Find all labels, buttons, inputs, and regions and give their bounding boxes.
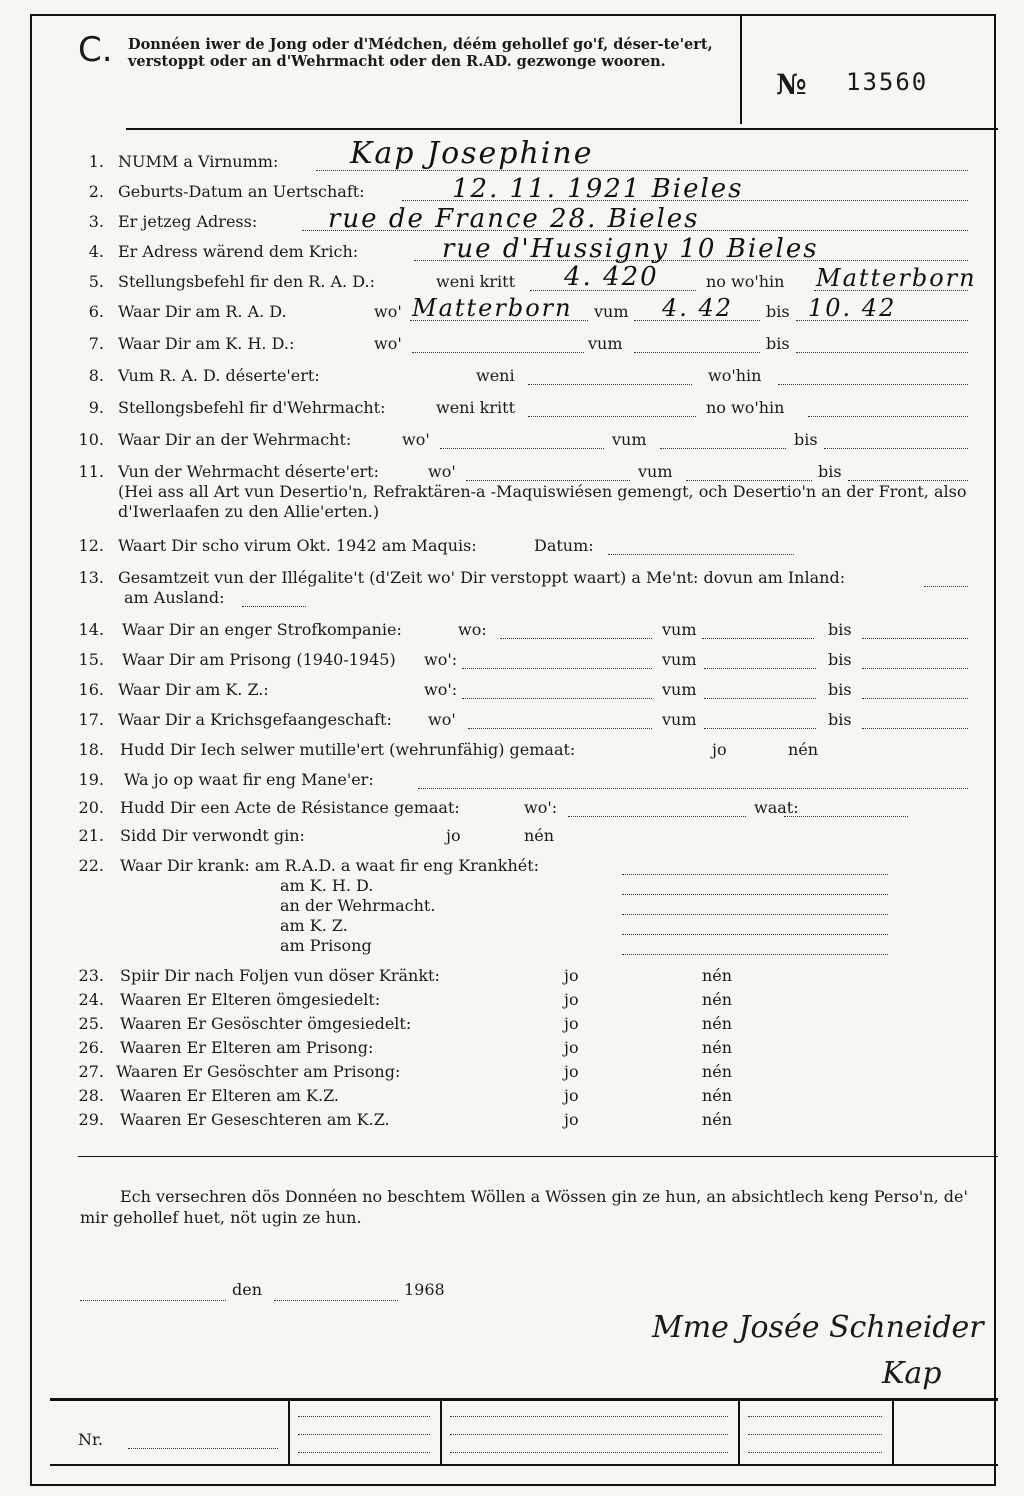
field-label-rad: Waar Dir am R. A. D. <box>118 302 287 321</box>
field-line-kz-place[interactable] <box>462 698 652 699</box>
field-label-siblings-prison: Waaren Er Gesöschter am Prisong: <box>116 1062 401 1081</box>
field-sublabel-from: vum <box>588 334 623 353</box>
footer-divider <box>892 1398 894 1466</box>
field-number: 23. <box>78 966 104 985</box>
field-label-birth: Geburts-Datum an Uertschaft: <box>118 182 365 201</box>
field-sublabel-whither: wo'hin <box>708 366 762 385</box>
field-sublabel-where: wo' <box>428 710 456 729</box>
field-line-khd-from[interactable] <box>634 352 760 353</box>
option-no[interactable]: nén <box>702 990 733 1009</box>
field-sublabel-sick: am Prisong <box>280 936 372 955</box>
field-line-wm-to[interactable] <box>824 448 968 449</box>
field-line-resistance-where[interactable] <box>568 816 746 817</box>
footer-cell-line[interactable] <box>748 1452 882 1453</box>
field-sublabel-from: vum <box>662 710 697 729</box>
field-sublabel-from: vum <box>638 462 673 481</box>
signature: Mme Josée Schneider <box>652 1310 984 1345</box>
option-no[interactable]: nén <box>524 826 555 845</box>
field-label-name: NUMM a Virnumm: <box>118 152 279 171</box>
field-label-wm-desert: Vun der Wehrmacht déserte'ert: <box>118 462 379 481</box>
field-label-rad-desert: Vum R. A. D. déserte'ert: <box>118 366 320 385</box>
footer-cell-line[interactable] <box>298 1416 430 1417</box>
field-sublabel-where: no wo'hin <box>706 272 785 291</box>
option-no[interactable]: nén <box>702 966 733 985</box>
signature-surname: Kap <box>882 1356 942 1391</box>
field-label-parents-resettled: Waaren Er Elteren ömgesiedelt: <box>120 990 381 1009</box>
field-sublabel-where: wo: <box>458 620 487 639</box>
option-no[interactable]: nén <box>702 1086 733 1105</box>
field-line-prison-place[interactable] <box>462 668 652 669</box>
field-number: 21. <box>78 826 104 845</box>
field-sublabel-from: vum <box>612 430 647 449</box>
field-sublabel-from: vum <box>662 650 697 669</box>
field-label-resistance: Hudd Dir een Acte de Résistance gemaat: <box>120 798 460 817</box>
field-number: 26. <box>78 1038 104 1057</box>
field-number: 5. <box>88 272 104 291</box>
field-number: 17. <box>78 710 104 729</box>
field-line-manner[interactable] <box>418 788 968 789</box>
field-number: 24. <box>78 990 104 1009</box>
field-sublabel-where: wo' <box>402 430 430 449</box>
option-yes[interactable]: jo <box>564 1038 579 1057</box>
field-number: 2. <box>88 182 104 201</box>
field-label-penal: Waar Dir an enger Strofkompanie: <box>122 620 402 639</box>
field-label-mutilated: Hudd Dir Iech selwer mutille'ert (wehrunfähig) gemaat: <box>120 740 576 759</box>
footer-divider <box>288 1398 290 1466</box>
field-line-desert-place[interactable] <box>466 480 630 481</box>
form-number: 13560 <box>846 68 929 96</box>
date-line[interactable] <box>274 1300 398 1301</box>
field-label-rad-order: Stellungsbefehl fir den R. A. D.: <box>118 272 375 291</box>
field-label-parents-prison: Waaren Er Elteren am Prisong: <box>120 1038 374 1057</box>
field-label-pow: Waar Dir a Krichsgefaangeschaft: <box>118 710 392 729</box>
field-sublabel-when: weni <box>476 366 515 385</box>
footer-cell-line[interactable] <box>748 1434 882 1435</box>
field-number: 7. <box>88 334 104 353</box>
field-number: 22. <box>78 856 104 875</box>
field-label-manner: Wa jo op waat fir eng Mane'er: <box>124 770 374 789</box>
field-sublabel-when: weni kritt <box>436 398 515 417</box>
field-number: 4. <box>88 242 104 261</box>
option-yes[interactable]: jo <box>564 1014 579 1033</box>
field-line-desert-from[interactable] <box>686 480 812 481</box>
number-sign: № <box>776 68 807 101</box>
handwritten-rad-from: 4. 42 <box>662 294 734 322</box>
footer-nr-line[interactable] <box>128 1448 278 1449</box>
field-line-maquis-date[interactable] <box>608 554 794 555</box>
field-sublabel-to: bis <box>828 620 852 639</box>
footer-cell-line[interactable] <box>450 1452 728 1453</box>
field-line-pow-from[interactable] <box>704 728 816 729</box>
option-yes[interactable]: jo <box>712 740 727 759</box>
option-no[interactable]: nén <box>702 1014 733 1033</box>
field-number: 16. <box>78 680 104 699</box>
field-sublabel-where: wo' <box>374 334 402 353</box>
field-sublabel-to: bis <box>766 334 790 353</box>
field-line-inland[interactable] <box>924 586 968 587</box>
field-label-consequences: Spiir Dir nach Foljen vun döser Kränkt: <box>120 966 440 985</box>
field-sublabel-sick: am K. H. D. <box>280 876 374 895</box>
field-line-penal-to[interactable] <box>862 638 968 639</box>
option-yes[interactable]: jo <box>564 966 579 985</box>
field-line-desert-to[interactable] <box>848 480 968 481</box>
field-sublabel-sick: an der Wehrmacht. <box>280 896 436 915</box>
footer-cell-line[interactable] <box>298 1434 430 1435</box>
field-line-kz-to[interactable] <box>862 698 968 699</box>
field-label-kz: Waar Dir am K. Z.: <box>118 680 269 699</box>
field-line-sick-khd[interactable] <box>622 894 888 895</box>
field-line-wm-when[interactable] <box>528 416 696 417</box>
field-sublabel-to: bis <box>766 302 790 321</box>
handwritten-address: rue de France 28. Bieles <box>328 204 700 234</box>
field-sublabel-from: vum <box>662 620 697 639</box>
option-no[interactable]: nén <box>702 1038 733 1057</box>
field-sublabel-to: bis <box>794 430 818 449</box>
field-number: 3. <box>88 212 104 231</box>
field-number: 29. <box>78 1110 104 1129</box>
field-number: 11. <box>78 462 104 481</box>
place-line[interactable] <box>80 1300 226 1301</box>
footer-cell-line[interactable] <box>748 1416 882 1417</box>
field-label-wehrmacht: Waar Dir an der Wehrmacht: <box>118 430 352 449</box>
field-label-address: Er jetzeg Adress: <box>118 212 258 231</box>
footer-rule-bottom <box>50 1464 998 1466</box>
option-yes[interactable]: jo <box>564 1110 579 1129</box>
field-line-sick-prison[interactable] <box>622 954 888 955</box>
footer-divider <box>440 1398 442 1466</box>
field-line-abroad[interactable] <box>242 606 306 607</box>
footer-cell-line[interactable] <box>450 1434 728 1435</box>
section-rule <box>78 1156 998 1157</box>
field-number: 19. <box>78 770 104 789</box>
field-line-khd-to[interactable] <box>796 352 968 353</box>
field-note: (Hei ass all Art vun Desertio'n, Refraktären-a -Maquiswiésen gemengt, och Desertio'n an der Front, also d'Iwerlaafen zu den Allie'erten.) <box>118 482 967 521</box>
field-sublabel-abroad: am Ausland: <box>124 588 225 607</box>
field-sublabel-where: wo': <box>524 798 558 817</box>
field-number: 12. <box>78 536 104 555</box>
field-number: 14. <box>78 620 104 639</box>
field-sublabel-where: wo' <box>428 462 456 481</box>
handwritten-rad-when: 4. 420 <box>564 262 659 292</box>
option-no[interactable]: nén <box>702 1110 733 1129</box>
field-sublabel-to: bis <box>828 680 852 699</box>
option-yes[interactable]: jo <box>564 1086 579 1105</box>
field-number: 8. <box>88 366 104 385</box>
field-label-maquis: Waart Dir scho virum Okt. 1942 am Maquis: <box>118 536 477 555</box>
footer-cell-line[interactable] <box>298 1452 430 1453</box>
field-sublabel-from: vum <box>594 302 629 321</box>
field-line-pow-to[interactable] <box>862 728 968 729</box>
field-sublabel-where: wo': <box>424 680 458 699</box>
field-label-siblings-resettled: Waaren Er Gesöschter ömgesiedelt: <box>120 1014 412 1033</box>
handwritten-birth: 12. 11. 1921 Bieles <box>452 174 744 204</box>
field-sublabel-where: no wo'hin <box>706 398 785 417</box>
field-line-khd-place[interactable] <box>412 352 584 353</box>
field-label-parents-kz: Waaren Er Elteren am K.Z. <box>120 1086 340 1105</box>
field-sublabel-date: Datum: <box>534 536 594 555</box>
field-label-khd: Waar Dir am K. H. D.: <box>118 334 295 353</box>
field-sublabel-to: bis <box>828 650 852 669</box>
field-sublabel-to: bis <box>828 710 852 729</box>
field-number: 6. <box>88 302 104 321</box>
field-label-sick: Waar Dir krank: am R.A.D. a waat fir eng Krankhét: <box>120 856 540 875</box>
field-line-pow-place[interactable] <box>468 728 652 729</box>
option-yes[interactable]: jo <box>564 1062 579 1081</box>
field-line-sick-wm[interactable] <box>622 914 888 915</box>
field-sublabel-where: wo': <box>424 650 458 669</box>
handwritten-name: Kap Josephine <box>350 136 594 171</box>
field-line-wm-place[interactable] <box>440 448 604 449</box>
footer-rule-top <box>50 1398 998 1401</box>
field-sublabel-when: weni kritt <box>436 272 515 291</box>
option-yes[interactable]: jo <box>564 990 579 1009</box>
declaration-text: Ech versechren dös Donnéen no beschtem Wöllen a Wössen gin ze hun, an absichtlech keng Perso'n, de' mir gehollef huet, nöt ugin ze hun. <box>80 1187 968 1227</box>
date-year: 1968 <box>404 1280 445 1299</box>
field-label-illegality: Gesamtzeit vun der Illégalite't (d'Zeit wo' Dir verstoppt waart) a Me'nt: dovun am Inland: <box>118 568 846 587</box>
handwritten-war-address: rue d'Hussigny 10 Bieles <box>442 234 819 264</box>
field-line-sick-rad[interactable] <box>622 874 888 875</box>
footer-divider <box>738 1398 740 1466</box>
field-label-siblings-kz: Waaren Er Geseschteren am K.Z. <box>120 1110 390 1129</box>
date-den: den <box>232 1280 263 1299</box>
field-line-wm-where[interactable] <box>808 416 968 417</box>
field-sublabel-where: wo' <box>374 302 402 321</box>
footer-nr-label: Nr. <box>78 1430 103 1449</box>
field-number: 28. <box>78 1086 104 1105</box>
option-no[interactable]: nén <box>702 1062 733 1081</box>
field-line-rad-desert-when[interactable] <box>528 384 692 385</box>
handwritten-rad-to: 10. 42 <box>808 294 897 322</box>
handwritten-rad-where: Matterborn <box>816 264 977 292</box>
field-number: 27. <box>78 1062 104 1081</box>
field-line-penal-place[interactable] <box>500 638 652 639</box>
field-sublabel-what: waat: <box>754 798 799 817</box>
field-number: 13. <box>78 568 104 587</box>
field-line-rad-desert-where[interactable] <box>778 384 968 385</box>
form-fields <box>32 16 994 1484</box>
field-number: 10. <box>78 430 104 449</box>
field-label-wehrmacht-order: Stellongsbefehl fir d'Wehrmacht: <box>118 398 386 417</box>
field-line-prison-from[interactable] <box>704 668 816 669</box>
field-sublabel-sick: am K. Z. <box>280 916 348 935</box>
field-number: 1. <box>88 152 104 171</box>
field-number: 9. <box>88 398 104 417</box>
handwritten-rad-place: Matterborn <box>412 294 573 322</box>
field-label-wounded: Sidd Dir verwondt gin: <box>120 826 305 845</box>
field-label-prison: Waar Dir am Prisong (1940-1945) <box>122 650 396 669</box>
field-line-wm-from[interactable] <box>660 448 786 449</box>
field-label-war-address: Er Adress wärend dem Krich: <box>118 242 359 261</box>
field-line-resistance-what[interactable] <box>784 816 908 817</box>
form-title: Donnéen iwer de Jong oder d'Médchen, déém gehollef go'f, déser-te'ert, verstoppt oder an d'Wehrmacht oder den R.AD. gezwonge wooren. <box>128 36 713 70</box>
field-sublabel-to: bis <box>818 462 842 481</box>
footer-cell-line[interactable] <box>450 1416 728 1417</box>
field-sublabel-from: vum <box>662 680 697 699</box>
field-line-sick-kz[interactable] <box>622 934 888 935</box>
field-number: 18. <box>78 740 104 759</box>
field-number: 20. <box>78 798 104 817</box>
option-yes[interactable]: jo <box>446 826 461 845</box>
form-page <box>30 14 996 1486</box>
section-letter: C. <box>78 30 113 70</box>
field-number: 25. <box>78 1014 104 1033</box>
field-number: 15. <box>78 650 104 669</box>
field-line-prison-to[interactable] <box>862 668 968 669</box>
field-line-kz-from[interactable] <box>704 698 816 699</box>
option-no[interactable]: nén <box>788 740 819 759</box>
field-line-penal-from[interactable] <box>702 638 814 639</box>
